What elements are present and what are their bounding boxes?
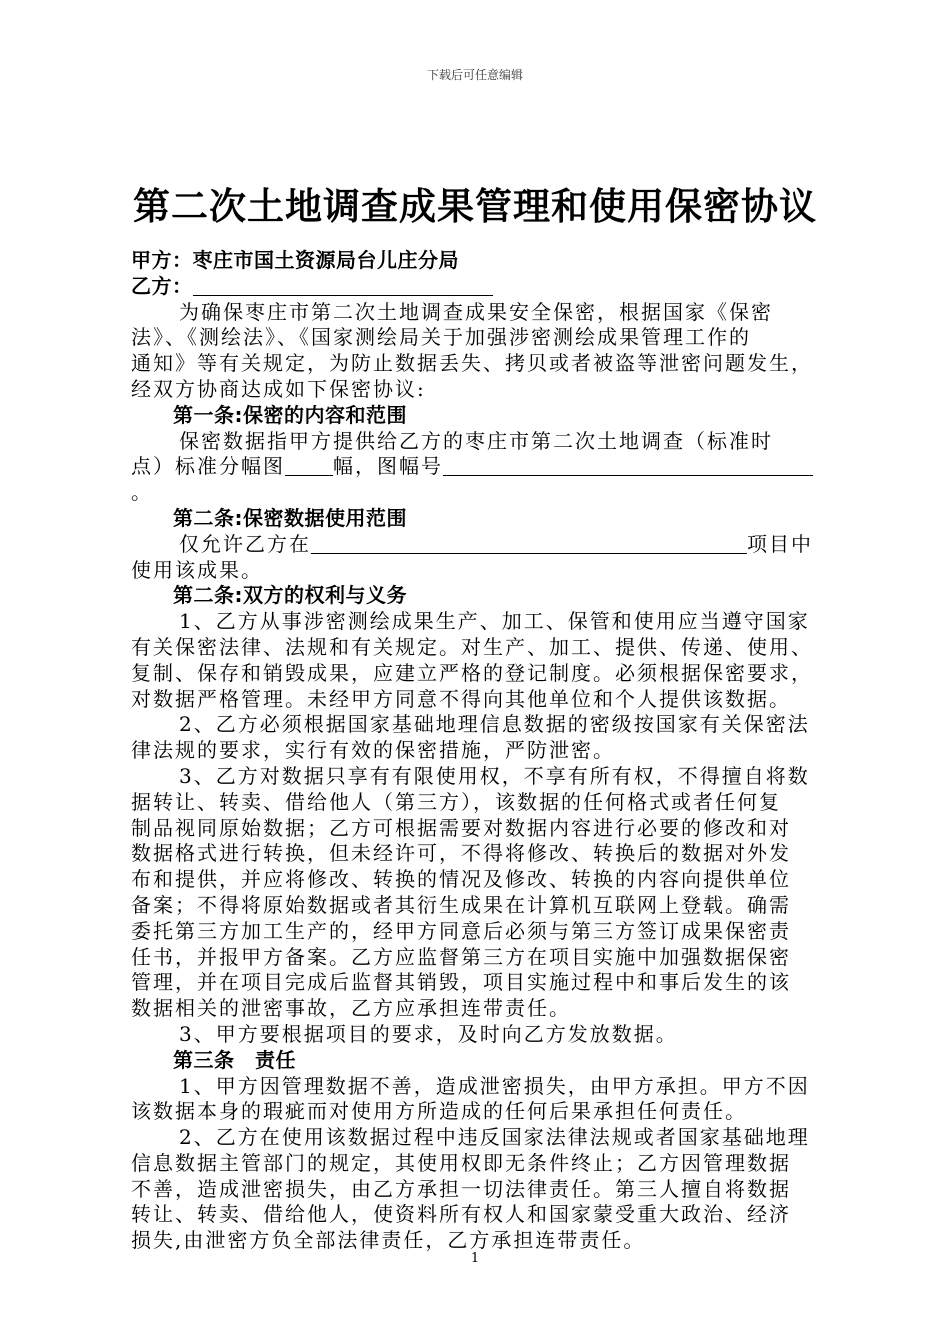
paragraph-line: 损失,由泄密方负全部法律责任，乙方承担连带责任。 — [131, 1228, 646, 1253]
paragraph-line: 制品视同原始数据；乙方可根据需要对数据内容进行必要的修改和对 — [131, 815, 791, 840]
sheet-count-blank — [285, 456, 333, 476]
article-3-body — [131, 609, 819, 1048]
party-b-label: 乙方： — [131, 273, 193, 298]
paragraph-line: 任书，并报甲方备案。乙方应监督第三方在项目实施中加强数据保密 — [131, 944, 791, 969]
paragraph-line: 数据相关的泄密事故，乙方应承担连带责任。 — [131, 996, 571, 1021]
paragraph-line: 布和提供，并应将修改、转换的情况及修改、转换的内容向提供单位 — [131, 867, 791, 892]
paragraph-line: 1、甲方因管理数据不善，造成泄密损失，由甲方承担。甲方不因 — [179, 1073, 810, 1098]
intro-line: 为确保枣庄市第二次土地调查成果安全保密，根据国家《保密 — [179, 299, 773, 324]
intro-line: 通知》等有关规定，为防止数据丢失、拷贝或者被盗等泄密问题发生， — [131, 351, 813, 376]
article-4-body — [131, 1074, 819, 1255]
article-2-text: 项目中 — [747, 531, 813, 556]
paragraph-line: 备案；不得将原始数据或者其衍生成果在计算机互联网上登载。确需 — [131, 892, 791, 917]
document-title: 第二次土地调查成果管理和使用保密协议 — [133, 185, 817, 228]
article-2-line — [131, 532, 819, 558]
party-a: 甲方：枣庄市国土资源局台儿庄分局 — [131, 248, 459, 272]
article-1-text: 点）标准分幅图 — [131, 454, 285, 479]
article-1-heading: 第一条:保密的内容和范围 — [173, 402, 407, 427]
paragraph-line: 2、乙方在使用该数据过程中违反国家法律法规或者国家基础地理 — [179, 1125, 810, 1150]
paragraph-line: 该数据本身的瑕疵而对使用方所造成的任何后果承担任何责任。 — [131, 1099, 747, 1124]
intro-line: 经双方协商达成如下保密协议: — [131, 376, 426, 401]
party-b-blank — [193, 276, 493, 296]
article-3-heading: 第二条:双方的权利与义务 — [173, 583, 407, 608]
page-number: 1 — [470, 1251, 480, 1266]
article-2-line: 使用该成果。 — [131, 557, 263, 582]
paragraph-line: 数据格式进行转换，但未经许可，不得将修改、转换后的数据对外发 — [131, 841, 791, 866]
paragraph-line: 有关保密法律、法规和有关规定。对生产、加工、提供、传递、使用、 — [131, 634, 813, 659]
article-2-heading: 第二条:保密数据使用范围 — [173, 505, 407, 530]
paragraph-line: 3、甲方要根据项目的要求，及时向乙方发放数据。 — [179, 1021, 678, 1046]
article-4-heading: 第三条 责任 — [173, 1047, 296, 1072]
article-1-text: 幅，图幅号 — [333, 454, 443, 479]
intro-line: 法》、《测绘法》、《国家测绘局关于加强涉密测绘成果管理工作的 — [131, 325, 751, 350]
paragraph-line: 据转让、转卖、借给他人（第三方），该数据的任何格式或者任何复 — [131, 789, 781, 814]
document-body — [131, 248, 819, 1254]
paragraph-line: 复制、保存和销毁成果，应建立严格的登记制度。必须根据保密要求， — [131, 660, 813, 685]
paragraph-line: 2、乙方必须根据国家基础地理信息数据的密级按国家有关保密法 — [179, 712, 810, 737]
paragraph-line: 3、乙方对数据只享有有限使用权，不享有所有权，不得擅自将数 — [179, 763, 810, 788]
article-1-line — [131, 454, 819, 480]
paragraph-line: 委托第三方加工生产的，经甲方同意后必须与第三方签订成果保密责 — [131, 918, 791, 943]
article-1-line: 保密数据指甲方提供给乙方的枣庄市第二次土地调查（标准时 — [179, 428, 773, 453]
article-2-text: 仅允许乙方在 — [179, 531, 311, 556]
sheet-number-blank — [443, 456, 813, 476]
party-b-row — [131, 274, 819, 300]
page-header: 下载后可任意编辑 — [426, 68, 523, 82]
paragraph-line: 1、乙方从事涉密测绘成果生产、加工、保管和使用应当遵守国家 — [179, 609, 810, 634]
paragraph-line: 律法规的要求，实行有效的保密措施，严防泄密。 — [131, 738, 615, 763]
paragraph-line: 对数据严格管理。未经甲方同意不得向其他单位和个人提供该数据。 — [131, 686, 791, 711]
paragraph-line: 信息数据主管部门的规定，其使用权即无条件终止；乙方因管理数据 — [131, 1150, 791, 1175]
paragraph-line: 不善，造成泄密损失，由乙方承担一切法律责任。第三人擅自将数据 — [131, 1176, 791, 1201]
article-1-line: 。 — [131, 480, 153, 505]
paragraph-line: 管理，并在项目完成后监督其销毁，项目实施过程中和事后发生的该 — [131, 970, 791, 995]
project-blank — [311, 534, 747, 554]
paragraph-line: 转让、转卖、借给他人，使资料所有权人和国家蒙受重大政治、经济 — [131, 1202, 791, 1227]
